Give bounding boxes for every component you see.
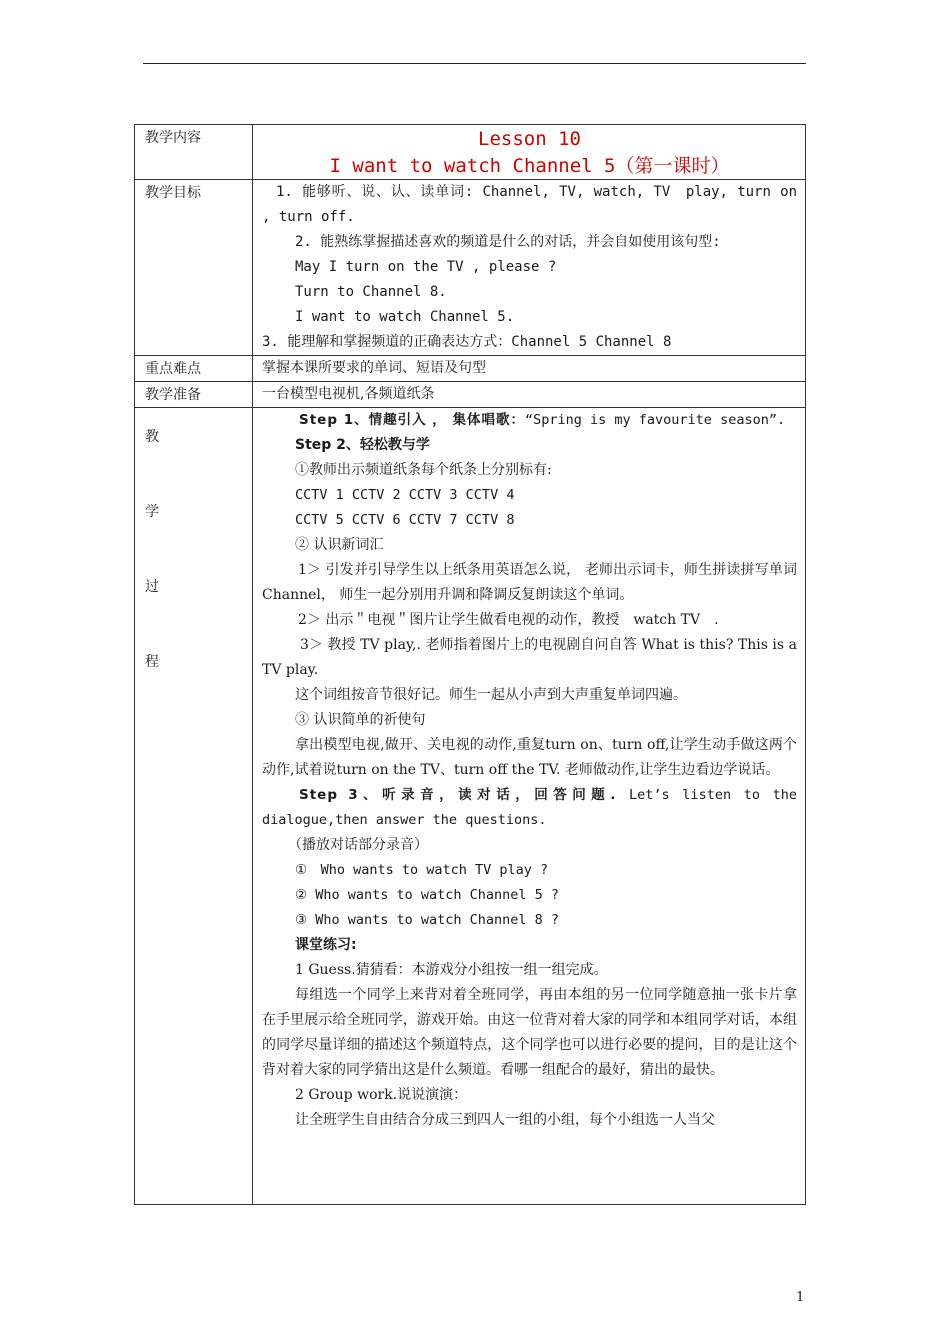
key-points-text: 掌握本课所要求的单词、短语及句型 — [253, 356, 806, 382]
goal-1: 1. 能够听、说、认、读单词: Channel, TV, watch, TV play, turn on , turn off. — [262, 184, 797, 225]
lesson-title-cell — [253, 125, 806, 180]
lesson-title-line2: I want to watch Channel 5（第一课时） — [329, 155, 730, 177]
row-key-points — [135, 356, 806, 382]
goal-2-sentence-1: May I turn on the TV , please ? — [295, 259, 557, 275]
practice-1: 1 Guess.猜猜看：本游戏分小组按一组一组完成。 — [295, 962, 608, 978]
step-2-item-b-3: 3＞ 教授 TV play,. 老师指着图片上的电视剧自问自答 What is this? This is a TV play. — [262, 637, 797, 678]
step-3-instruction: Let’s listen to the dialogue,then answer the questions. — [262, 787, 797, 828]
step-2-heading: Step 2、轻松教与学 — [295, 437, 430, 453]
step-2-item-c-text: 拿出模型电视,做开、关电视的动作,重复turn on、turn off,让学生动手做这两个动作,试着说turn on the TV、turn off the TV. 老师做动作,让学生边看边学说话。 — [262, 737, 797, 778]
practice-heading: 课堂练习: — [295, 937, 357, 953]
channels-row-1: CCTV 1 CCTV 2 CCTV 3 CCTV 4 — [295, 487, 515, 503]
channels-row-2: CCTV 5 CCTV 6 CCTV 7 CCTV 8 — [295, 512, 515, 528]
label-goals: 教学目标 — [135, 180, 253, 356]
step-2-item-a: ①教师出示频道纸条每个纸条上分别标有: — [295, 462, 552, 478]
goal-2-sentence-3: I want to watch Channel 5. — [295, 309, 515, 325]
step-2-item-b-1: 1＞ 引发并引导学生以上纸条用英语怎么说， 老师出示词卡，师生拼读拼写单词 Channel， 师生一起分别用升调和降调反复朗读这个单词。 — [262, 562, 797, 603]
row-content — [135, 125, 806, 180]
practice-1-rules: 每组选一个同学上来背对着全班同学，再由本组的另一位同学随意抽一张卡片拿在手里展示给全班同学，游戏开始。由这一位背对着大家的同学和本组同学对话，本组的同学尽量详细的描述这个频道特点，这个同学也可以进行必要的提问，目的是让这个背对着大家的同学猜出这是什么频道。看哪一组配合的最好，猜出的最快。 — [262, 987, 797, 1078]
label-content: 教学内容 — [135, 125, 253, 180]
question-1: ① Who wants to watch TV play ? — [295, 862, 549, 878]
step-3 — [262, 783, 797, 833]
practice-2: 2 Group work.说说演演： — [295, 1087, 468, 1103]
row-preparation — [135, 382, 806, 408]
step-1 — [262, 408, 797, 433]
practice-2-rules: 让全班学生自由结合分成三到四人一组的小组，每个小组选一人当父 — [295, 1112, 715, 1128]
goals-cell — [253, 180, 806, 356]
question-2: ② Who wants to watch Channel 5 ? — [295, 887, 560, 903]
label-key-points: 重点难点 — [135, 356, 253, 382]
step-2-item-c: ③ 认识简单的祈使句 — [295, 712, 426, 728]
lesson-plan-table — [134, 124, 806, 1205]
label-preparation: 教学准备 — [135, 382, 253, 408]
preparation-text: 一台模型电视机,各频道纸条 — [253, 382, 806, 408]
step-2-item-b: ② 认识新词汇 — [295, 537, 384, 553]
step-1-song: “Spring is my favourite season”. — [525, 412, 786, 428]
process-cell — [253, 408, 806, 1205]
page-number: 1 — [796, 1290, 805, 1305]
row-goals — [135, 180, 806, 356]
step-3-heading: Step 3、听录音，读对话，回答问题. — [299, 787, 617, 803]
step-2-item-b-2: 2＞ 出示＂电视＂图片让学生做看电视的动作，教授 watch TV . — [298, 612, 719, 628]
label-process-char-3: 过 — [145, 579, 159, 595]
goal-2: 2. 能熟练掌握描述喜欢的频道是什么的对话，并会自如使用该句型: — [295, 234, 721, 250]
label-process-char-4: 程 — [145, 654, 159, 670]
question-3: ③ Who wants to watch Channel 8 ? — [295, 912, 560, 928]
row-process — [135, 408, 806, 1205]
step-1-heading: Step 1、情趣引入 ， 集体唱歌： — [299, 412, 525, 428]
goal-3: 3. 能理解和掌握频道的正确表达方式：Channel 5 Channel 8 — [262, 334, 672, 350]
label-process — [135, 408, 253, 1205]
label-process-char-2: 学 — [145, 504, 159, 520]
step-3-audio-note: （播放对话部分录音） — [288, 837, 428, 853]
step-2-item-b-note: 这个词组按音节很好记。师生一起从小声到大声重复单词四遍。 — [295, 687, 687, 703]
goal-2-sentence-2: Turn to Channel 8. — [295, 284, 447, 300]
label-process-char-1: 教 — [145, 429, 159, 445]
lesson-title-line1: Lesson 10 — [478, 128, 581, 150]
header-rule — [143, 63, 806, 64]
